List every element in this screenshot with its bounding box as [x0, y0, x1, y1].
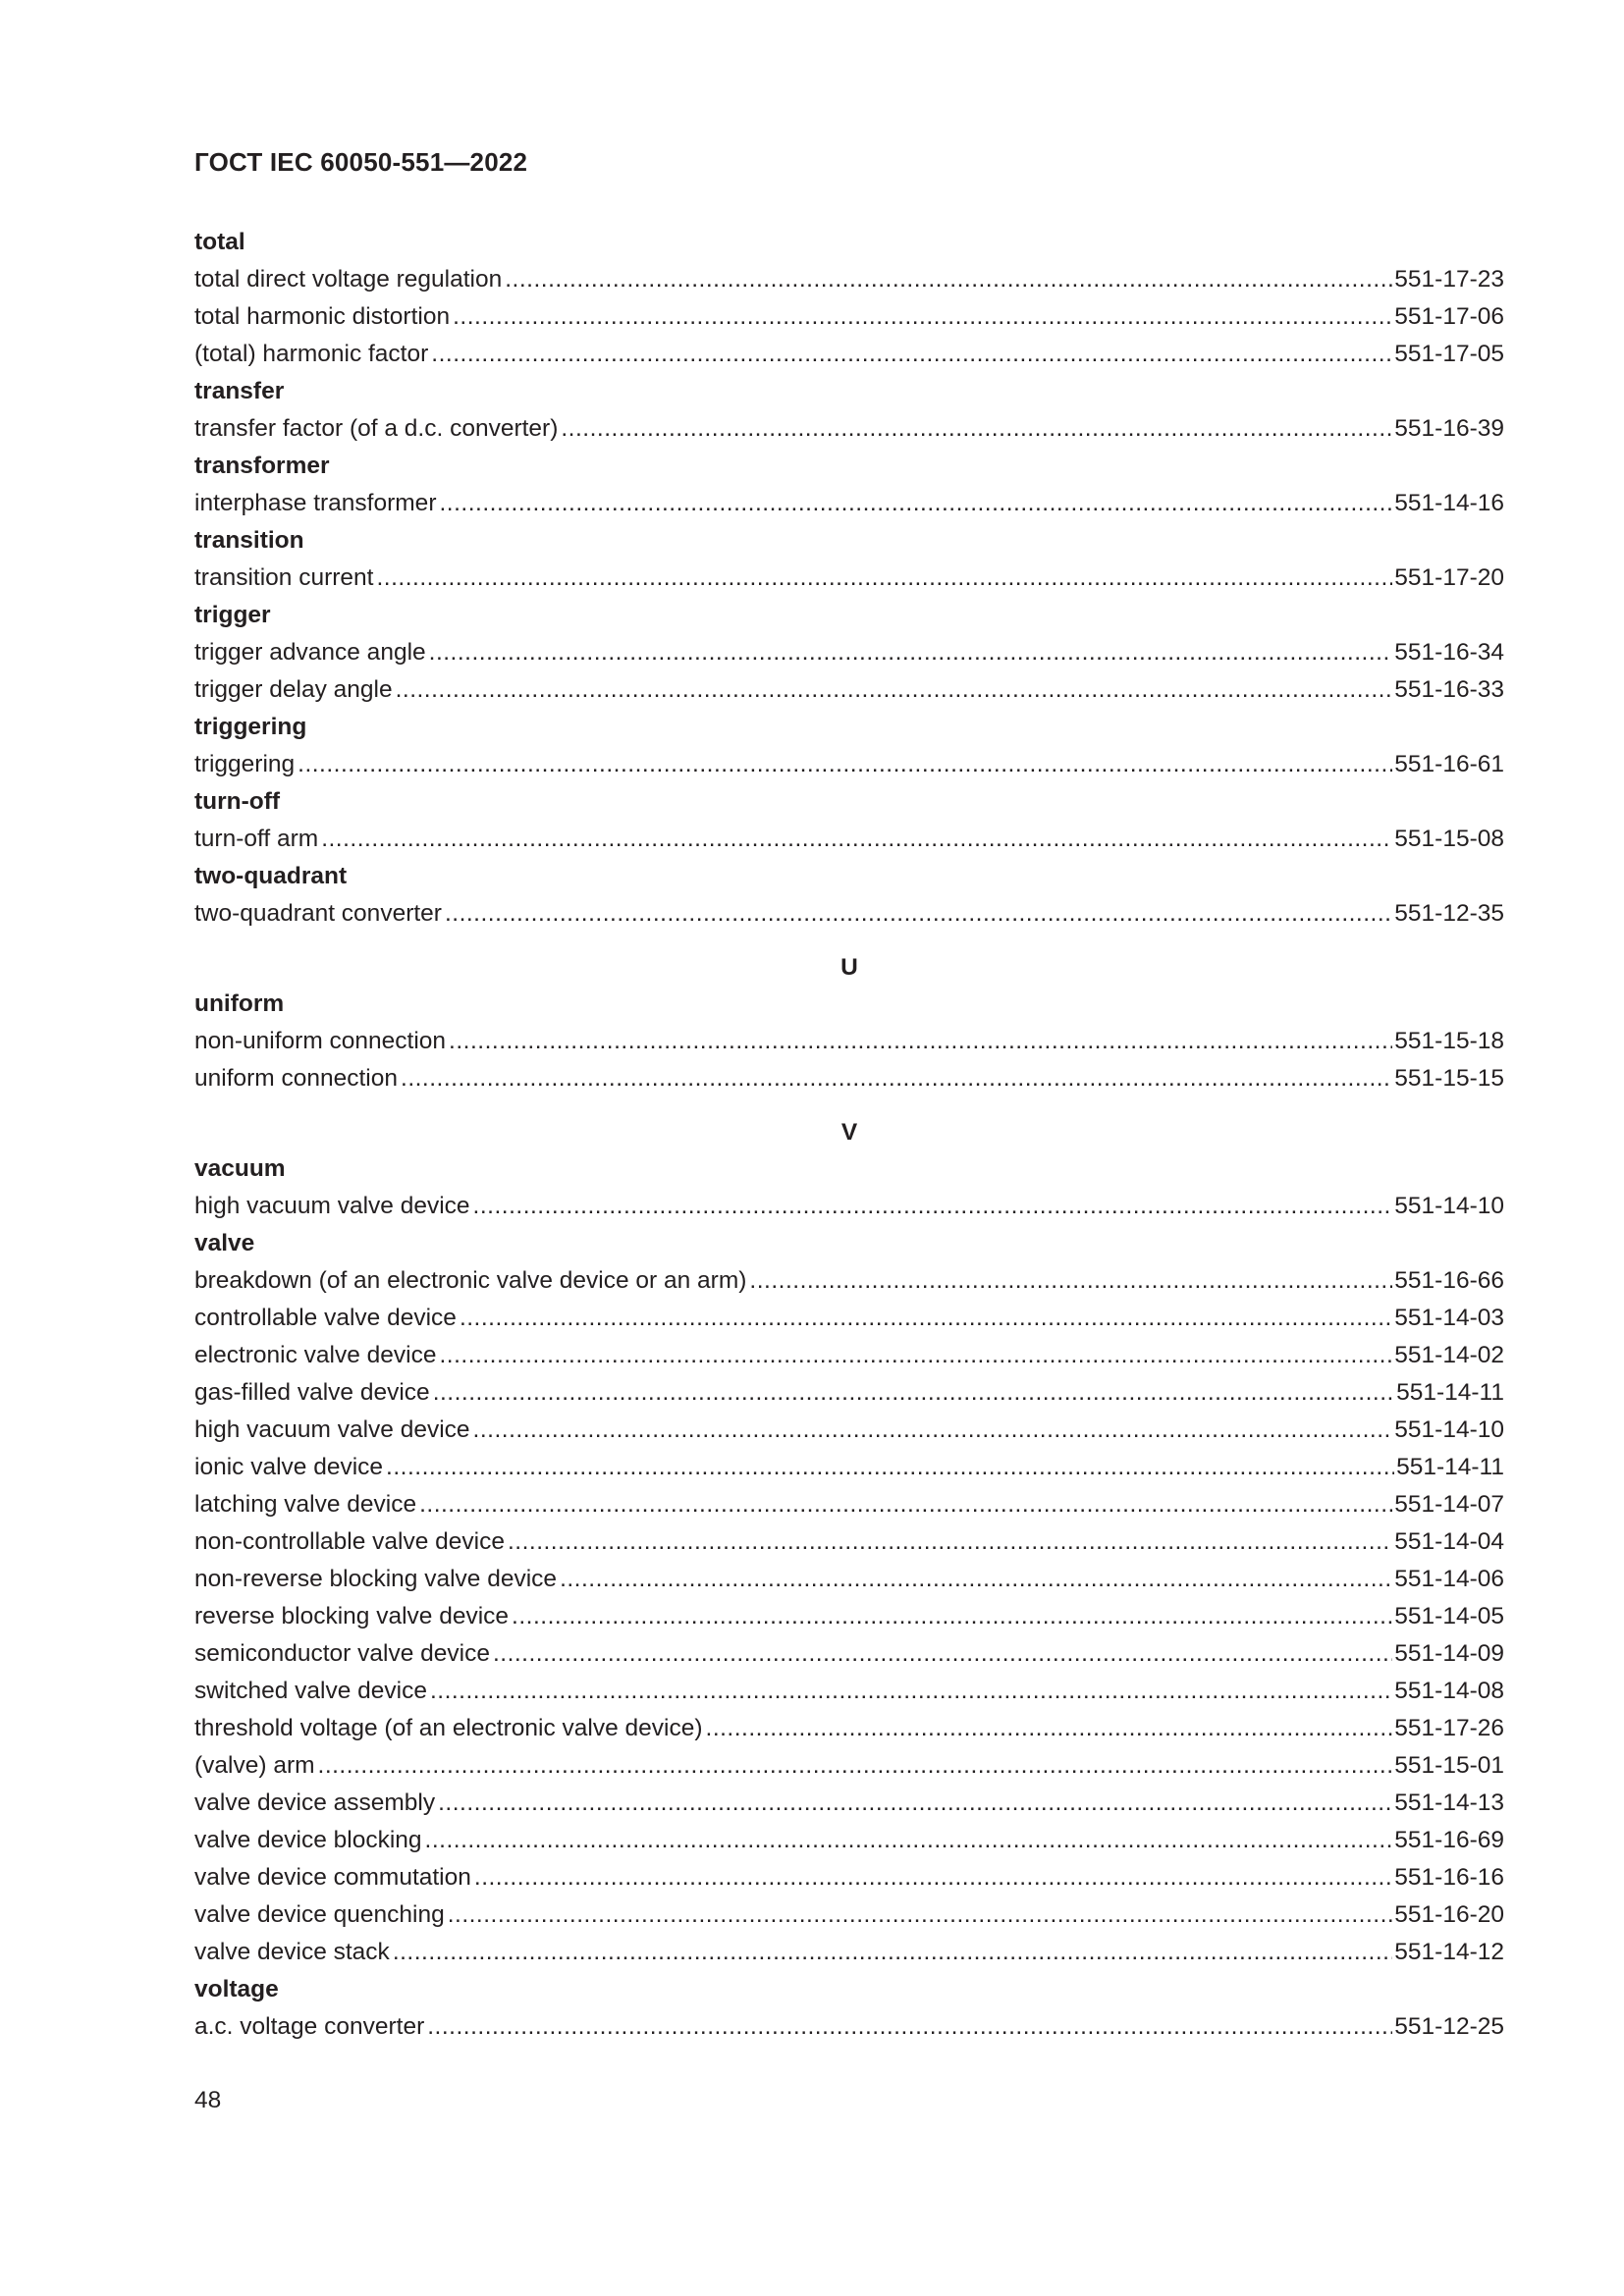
dot-leader [430, 1673, 1392, 1710]
entry-reference-number: 551-14-04 [1394, 1528, 1504, 1555]
index-entry [194, 410, 1504, 448]
entry-reference-number: 551-14-02 [1394, 1342, 1504, 1368]
entry-term: non-reverse blocking valve device [194, 1566, 558, 1592]
index-entry [194, 298, 1504, 336]
entry-term: non-uniform connection [194, 1028, 447, 1054]
entry-reference-number: 551-14-03 [1394, 1305, 1504, 1331]
entry-reference-number: 551-17-23 [1394, 266, 1504, 293]
alphabet-letter-heading: V [840, 1119, 858, 1146]
entry-term: high vacuum valve device [194, 1416, 470, 1443]
entry-reference-number: 551-14-05 [1394, 1603, 1504, 1629]
dot-leader [419, 1486, 1392, 1523]
entry-term: turn-off arm [194, 826, 319, 852]
entry-term: total direct voltage regulation [194, 266, 503, 293]
entry-reference-number: 551-16-69 [1394, 1827, 1504, 1853]
dot-leader [460, 1300, 1392, 1337]
entry-term: (valve) arm [194, 1752, 315, 1779]
dot-leader [427, 2008, 1392, 2046]
entry-reference-number: 551-17-20 [1394, 564, 1504, 591]
dot-leader [433, 1374, 1394, 1412]
dot-leader [396, 671, 1393, 709]
index-entry [194, 1561, 1504, 1598]
index-entry [194, 1635, 1504, 1673]
entry-reference-number: 551-17-06 [1394, 303, 1504, 330]
dot-leader [439, 485, 1392, 522]
entry-reference-number: 551-12-35 [1394, 900, 1504, 927]
entry-term: semiconductor valve device [194, 1640, 490, 1667]
dot-leader [429, 634, 1393, 671]
dot-leader [473, 1412, 1393, 1449]
dot-leader [706, 1710, 1393, 1747]
index-keyword-heading: turn-off [194, 788, 281, 815]
entry-term: valve device blocking [194, 1827, 422, 1853]
dot-leader [474, 1859, 1392, 1896]
entry-term: total harmonic distortion [194, 303, 451, 330]
entry-reference-number: 551-16-39 [1394, 415, 1504, 442]
index-keyword-heading: uniform [194, 990, 285, 1017]
index-entry [194, 1188, 1504, 1225]
index-entry [194, 1449, 1504, 1486]
index-entry [194, 1023, 1504, 1060]
index-entry [194, 1486, 1504, 1523]
dot-leader [749, 1262, 1392, 1300]
index-keyword-heading: two-quadrant [194, 863, 348, 889]
dot-leader [386, 1449, 1394, 1486]
index-entry [194, 1822, 1504, 1859]
index-entry [194, 1337, 1504, 1374]
index-keyword-heading: valve [194, 1230, 255, 1256]
index-keyword-heading: transition [194, 527, 304, 554]
index-entry [194, 560, 1504, 597]
dot-leader [393, 1934, 1392, 1971]
index-entry [194, 336, 1504, 373]
entry-reference-number: 551-16-20 [1394, 1901, 1504, 1928]
entry-reference-number: 551-16-16 [1394, 1864, 1504, 1891]
dot-leader [505, 261, 1392, 298]
entry-term: (total) harmonic factor [194, 341, 429, 367]
dot-leader [425, 1822, 1393, 1859]
index-entry [194, 746, 1504, 783]
dot-leader [445, 895, 1392, 933]
entry-term: non-controllable valve device [194, 1528, 505, 1555]
index-entry [194, 1934, 1504, 1971]
index-entry [194, 1300, 1504, 1337]
entry-term: interphase transformer [194, 490, 437, 516]
index-entry [194, 1060, 1504, 1097]
entry-reference-number: 551-17-05 [1394, 341, 1504, 367]
dot-leader [449, 1023, 1392, 1060]
entry-reference-number: 551-17-26 [1394, 1715, 1504, 1741]
entry-reference-number: 551-12-25 [1394, 2013, 1504, 2040]
index-entry [194, 1262, 1504, 1300]
entry-term: ionic valve device [194, 1454, 384, 1480]
entry-term: controllable valve device [194, 1305, 457, 1331]
dot-leader [321, 821, 1392, 858]
document-header: ГОСТ IEC 60050-551—2022 [194, 147, 528, 177]
entry-reference-number: 551-14-06 [1394, 1566, 1504, 1592]
entry-term: trigger advance angle [194, 639, 426, 666]
entry-reference-number: 551-14-09 [1394, 1640, 1504, 1667]
entry-reference-number: 551-15-18 [1394, 1028, 1504, 1054]
dot-leader [561, 410, 1392, 448]
entry-reference-number: 551-14-10 [1394, 1416, 1504, 1443]
entry-term: gas-filled valve device [194, 1379, 430, 1406]
entry-reference-number: 551-14-13 [1394, 1789, 1504, 1816]
entry-term: valve device commutation [194, 1864, 471, 1891]
entry-term: transfer factor (of a d.c. converter) [194, 415, 559, 442]
dot-leader [493, 1635, 1392, 1673]
entry-reference-number: 551-16-66 [1394, 1267, 1504, 1294]
entry-term: high vacuum valve device [194, 1193, 470, 1219]
dot-leader [439, 1337, 1392, 1374]
dot-leader [438, 1785, 1392, 1822]
index-entry [194, 1747, 1504, 1785]
entry-reference-number: 551-15-08 [1394, 826, 1504, 852]
entry-term: a.c. voltage converter [194, 2013, 425, 2040]
entry-term: valve device assembly [194, 1789, 436, 1816]
index-entry [194, 1598, 1504, 1635]
entry-term: uniform connection [194, 1065, 399, 1092]
index-keyword-heading: triggering [194, 714, 307, 740]
dot-leader [376, 560, 1392, 597]
dot-leader [453, 298, 1392, 336]
dot-leader [560, 1561, 1392, 1598]
index-entry [194, 1710, 1504, 1747]
index-keyword-heading: total [194, 229, 245, 255]
dot-leader [448, 1896, 1393, 1934]
index-entry [194, 634, 1504, 671]
index-entry [194, 2008, 1504, 2046]
index-keyword-heading: voltage [194, 1976, 279, 2002]
index-entry [194, 1785, 1504, 1822]
index-entry [194, 895, 1504, 933]
index-entry [194, 1523, 1504, 1561]
entry-reference-number: 551-14-11 [1396, 1379, 1504, 1406]
index-entry [194, 261, 1504, 298]
entry-reference-number: 551-16-33 [1394, 676, 1504, 703]
index-entry [194, 1374, 1504, 1412]
dot-leader [473, 1188, 1393, 1225]
entry-reference-number: 551-14-07 [1394, 1491, 1504, 1518]
index-entry [194, 671, 1504, 709]
dot-leader [401, 1060, 1392, 1097]
entry-term: trigger delay angle [194, 676, 393, 703]
index-entry [194, 485, 1504, 522]
entry-term: switched valve device [194, 1678, 427, 1704]
entry-term: electronic valve device [194, 1342, 437, 1368]
entry-reference-number: 551-14-12 [1394, 1939, 1504, 1965]
index-entry [194, 1859, 1504, 1896]
index-keyword-heading: vacuum [194, 1155, 286, 1182]
index-keyword-heading: transfer [194, 378, 285, 404]
index-entry [194, 1896, 1504, 1934]
entry-term: transition current [194, 564, 374, 591]
entry-term: reverse blocking valve device [194, 1603, 510, 1629]
entry-reference-number: 551-14-11 [1396, 1454, 1504, 1480]
entry-term: latching valve device [194, 1491, 417, 1518]
index-keyword-heading: trigger [194, 602, 271, 628]
entry-term: breakdown (of an electronic valve device or an arm) [194, 1267, 747, 1294]
page-number: 48 [194, 2087, 222, 2113]
entry-reference-number: 551-14-08 [1394, 1678, 1504, 1704]
entry-term: triggering [194, 751, 296, 777]
dot-leader [298, 746, 1392, 783]
entry-reference-number: 551-15-01 [1394, 1752, 1504, 1779]
entry-reference-number: 551-14-16 [1394, 490, 1504, 516]
entry-reference-number: 551-15-15 [1394, 1065, 1504, 1092]
alphabet-letter-heading: U [840, 954, 858, 981]
entry-term: valve device stack [194, 1939, 390, 1965]
dot-leader [431, 336, 1392, 373]
dot-leader [508, 1523, 1392, 1561]
entry-reference-number: 551-16-61 [1394, 751, 1504, 777]
dot-leader [512, 1598, 1392, 1635]
term-index [194, 224, 1504, 2046]
entry-term: two-quadrant converter [194, 900, 442, 927]
entry-reference-number: 551-14-10 [1394, 1193, 1504, 1219]
entry-term: threshold voltage (of an electronic valve device) [194, 1715, 703, 1741]
entry-term: valve device quenching [194, 1901, 445, 1928]
index-entry [194, 1412, 1504, 1449]
entry-reference-number: 551-16-34 [1394, 639, 1504, 666]
index-entry [194, 1673, 1504, 1710]
index-entry [194, 821, 1504, 858]
dot-leader [318, 1747, 1393, 1785]
index-keyword-heading: transformer [194, 453, 330, 479]
